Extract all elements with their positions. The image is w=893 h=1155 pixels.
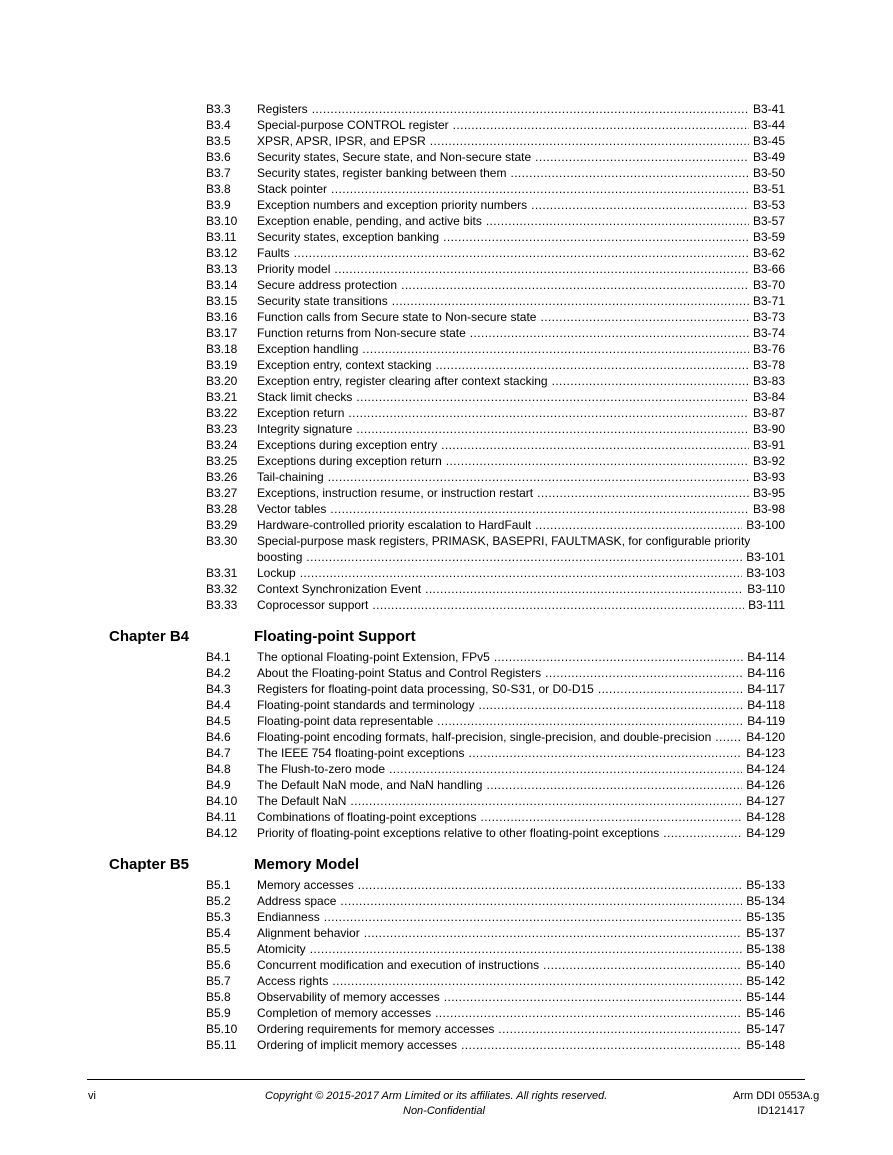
section-number: B3.8 (206, 182, 231, 196)
toc-entry[interactable] (0, 213, 893, 229)
dot-leader (312, 101, 749, 117)
toc-entry[interactable] (0, 133, 893, 149)
dot-leader (510, 165, 749, 181)
section-number: B3.19 (206, 358, 238, 372)
toc-entry[interactable] (0, 293, 893, 309)
toc-entry[interactable] (0, 357, 893, 373)
section-number: B3.4 (206, 118, 231, 132)
page-number: vi (88, 1090, 96, 1102)
dot-leader (535, 149, 749, 165)
page-reference: B5-146 (746, 1006, 785, 1020)
toc-entry[interactable] (0, 517, 893, 533)
chapter-title: Memory Model (254, 856, 360, 873)
toc-entry[interactable] (0, 665, 893, 681)
page-reference: B5-137 (746, 926, 785, 940)
dot-leader (310, 941, 743, 957)
dot-leader (425, 581, 743, 597)
section-title: Ordering requirements for memory accesses (257, 1022, 495, 1036)
toc-entry[interactable] (0, 941, 893, 957)
section-title: Stack limit checks (257, 390, 353, 404)
toc-entry[interactable] (0, 761, 893, 777)
section-title: Exception return (257, 406, 345, 420)
page-reference: B3-91 (752, 438, 785, 452)
dot-leader (480, 809, 742, 825)
page-reference: B4-127 (746, 794, 785, 808)
chapter-title: Floating-point Support (254, 628, 416, 645)
dot-leader (356, 421, 749, 437)
page-reference: B5-135 (746, 910, 785, 924)
dot-leader (294, 245, 749, 261)
page-reference: B5-140 (746, 958, 785, 972)
section-number: B3.26 (206, 470, 238, 484)
section-number: B3.24 (206, 438, 238, 452)
section-number: B4.7 (206, 746, 231, 760)
section-title: Tail-chaining (257, 470, 324, 484)
dot-leader (356, 389, 749, 405)
toc-entry[interactable] (0, 989, 893, 1005)
section-number: B5.2 (206, 894, 231, 908)
page-reference: B4-128 (746, 810, 785, 824)
toc-entry[interactable] (0, 277, 893, 293)
section-number: B5.8 (206, 990, 231, 1004)
page-reference: B3-53 (752, 198, 785, 212)
section-title: Integrity signature (257, 422, 353, 436)
section-number: B4.2 (206, 666, 231, 680)
page-reference: B3-49 (752, 150, 785, 164)
section-list-b3-tail (0, 565, 893, 613)
toc-entry[interactable] (0, 729, 893, 745)
toc-entry[interactable] (0, 877, 893, 893)
page-reference: B3-90 (752, 422, 785, 436)
section-number: B4.9 (206, 778, 231, 792)
page-reference: B4-129 (746, 826, 785, 840)
dot-leader (543, 957, 742, 973)
page-reference: B5-144 (746, 990, 785, 1004)
document-id: Arm DDI 0553A.g (733, 1090, 820, 1102)
dot-leader (332, 973, 742, 989)
section-title: Function returns from Non-secure state (257, 326, 466, 340)
toc-entry[interactable] (0, 809, 893, 825)
page-reference: B5-134 (746, 894, 785, 908)
toc-entry[interactable] (0, 745, 893, 761)
section-title: Vector tables (257, 502, 327, 516)
toc-entry[interactable] (0, 697, 893, 713)
toc-entry[interactable] (0, 581, 893, 597)
section-title: Security state transitions (257, 294, 388, 308)
section-number: B3.20 (206, 374, 238, 388)
section-number: B3.29 (206, 518, 238, 532)
chapter-label: Chapter B4 (109, 628, 190, 645)
section-title: Lockup (257, 566, 296, 580)
section-number: B3.28 (206, 502, 238, 516)
section-number: B3.23 (206, 422, 238, 436)
toc-entry[interactable] (0, 681, 893, 697)
toc-entry[interactable] (0, 909, 893, 925)
page-reference: B3-50 (752, 166, 785, 180)
section-title: Exceptions, instruction resume, or instruction restart (257, 486, 534, 500)
section-number: B3.31 (206, 566, 238, 580)
table-of-contents (0, 101, 893, 1053)
page-reference: B3-95 (752, 486, 785, 500)
page-reference: B3-78 (752, 358, 785, 372)
page-reference: B3-83 (752, 374, 785, 388)
section-number: B3.9 (206, 198, 231, 212)
section-title: Registers for floating-point data processing, S0-S31, or D0-D15 (257, 682, 594, 696)
section-title: Address space (257, 894, 337, 908)
section-title: Exception entry, register clearing after context stacking (257, 374, 548, 388)
dot-leader (441, 437, 749, 453)
dot-leader (362, 341, 749, 357)
toc-entry[interactable] (0, 325, 893, 341)
page-reference: B5-133 (746, 878, 785, 892)
page-reference: B4-124 (746, 762, 785, 776)
section-number: B3.32 (206, 582, 238, 596)
section-title: Faults (257, 246, 290, 260)
page-reference: B4-119 (747, 714, 785, 728)
toc-entry[interactable] (0, 925, 893, 941)
dot-leader (334, 261, 749, 277)
page-reference: B4-116 (747, 666, 785, 680)
toc-entry[interactable] (0, 245, 893, 261)
section-title: Alignment behavior (257, 926, 360, 940)
toc-entry[interactable] (0, 165, 893, 181)
page-reference: B3-103 (746, 566, 785, 580)
toc-entry[interactable] (0, 1005, 893, 1021)
section-number: B3.27 (206, 486, 238, 500)
page-reference: B3-59 (752, 230, 785, 244)
chapter-heading-b4[interactable] (0, 617, 893, 649)
toc-entry[interactable] (0, 181, 893, 197)
dot-leader (340, 893, 742, 909)
page-reference: B3-92 (752, 454, 785, 468)
page-reference: B3-74 (752, 326, 785, 340)
section-number: B4.6 (206, 730, 231, 744)
section-number: B4.12 (206, 826, 238, 840)
page-reference: B3-66 (752, 262, 785, 276)
dot-leader (324, 909, 743, 925)
page-reference: B4-118 (747, 698, 785, 712)
dot-leader (392, 293, 749, 309)
page-reference: B3-98 (752, 502, 785, 516)
page-reference: B3-110 (747, 582, 785, 596)
toc-entry[interactable] (0, 1021, 893, 1037)
section-list-b5 (0, 877, 893, 1053)
section-title: Exception handling (257, 342, 359, 356)
dot-leader (358, 877, 743, 893)
issue-id: ID121417 (757, 1105, 805, 1117)
section-number: B5.11 (206, 1038, 237, 1052)
toc-entry[interactable] (0, 597, 893, 613)
dot-leader (715, 729, 742, 745)
page-reference: B3-111 (748, 598, 785, 612)
section-title: Exception entry, context stacking (257, 358, 432, 372)
section-number: B5.4 (206, 926, 231, 940)
dot-leader (531, 197, 749, 213)
section-number: B4.4 (206, 698, 231, 712)
dot-leader (453, 117, 749, 133)
dot-leader (401, 277, 749, 293)
copyright-notice: Copyright © 2015-2017 Arm Limited or its affiliates. All rights reserved. (265, 1090, 608, 1102)
page-reference: B3-93 (752, 470, 785, 484)
dot-leader (537, 485, 749, 501)
page-reference: B4-117 (747, 682, 785, 696)
toc-entry[interactable] (0, 421, 893, 437)
dot-leader (598, 681, 743, 697)
page-reference: B3-101 (746, 550, 785, 564)
section-title: Floating-point standards and terminology (257, 698, 475, 712)
page-reference: B4-120 (746, 730, 785, 744)
section-number: B4.3 (206, 682, 231, 696)
section-number: B3.5 (206, 134, 231, 148)
toc-entry[interactable] (0, 117, 893, 133)
toc-entry[interactable] (0, 825, 893, 841)
toc-entry[interactable] (0, 261, 893, 277)
page-reference: B5-142 (746, 974, 785, 988)
section-title: Stack pointer (257, 182, 328, 196)
page-reference: B3-76 (752, 342, 785, 356)
section-title: Floating-point encoding formats, half-precision, single-precision, and double-precision (257, 730, 712, 744)
page-reference: B3-73 (752, 310, 785, 324)
section-number: B3.10 (206, 214, 238, 228)
section-number: B5.9 (206, 1006, 231, 1020)
section-title: The Default NaN (257, 794, 347, 808)
section-list-b3 (0, 101, 893, 533)
section-number: B3.3 (206, 102, 231, 116)
dot-leader (470, 325, 749, 341)
dot-leader (372, 597, 744, 613)
section-title-line1: Special-purpose mask registers, PRIMASK, BASEPRI, FAULTMASK, for configurable priority (257, 534, 751, 548)
section-number: B3.11 (206, 230, 237, 244)
dot-leader (535, 517, 742, 533)
section-number: B3.25 (206, 454, 238, 468)
section-title: Atomicity (257, 942, 306, 956)
section-number: B3.30 (206, 534, 238, 548)
dot-leader (331, 181, 749, 197)
dot-leader (468, 745, 742, 761)
section-list-b4 (0, 649, 893, 841)
section-number: B3.22 (206, 406, 238, 420)
section-number: B5.6 (206, 958, 231, 972)
dot-leader (348, 405, 749, 421)
page-reference: B3-84 (752, 390, 785, 404)
section-title: The optional Floating-point Extension, FPv5 (257, 650, 490, 664)
section-title: Concurrent modification and execution of instructions (257, 958, 540, 972)
dot-leader (437, 713, 743, 729)
section-title: Context Synchronization Event (257, 582, 422, 596)
page-reference: B3-45 (752, 134, 785, 148)
toc-entry[interactable] (0, 1037, 893, 1053)
section-number: B3.13 (206, 262, 238, 276)
section-number: B4.11 (206, 810, 237, 824)
toc-entry[interactable] (0, 309, 893, 325)
page-reference: B3-44 (752, 118, 785, 132)
page-reference: B3-41 (752, 102, 785, 116)
section-title: XPSR, APSR, IPSR, and EPSR (257, 134, 426, 148)
dot-leader (328, 469, 749, 485)
section-number: B3.33 (206, 598, 238, 612)
page-reference: B3-51 (752, 182, 785, 196)
dot-leader (486, 777, 742, 793)
confidentiality-label: Non-Confidential (403, 1105, 485, 1117)
toc-entry[interactable] (0, 565, 893, 581)
dot-leader (545, 665, 743, 681)
toc-entry[interactable] (0, 777, 893, 793)
section-title: Priority model (257, 262, 331, 276)
section-number: B5.10 (206, 1022, 238, 1036)
section-title-line2: boosting (257, 550, 303, 564)
toc-entry[interactable] (0, 437, 893, 453)
section-number: B4.8 (206, 762, 231, 776)
chapter-label: Chapter B5 (109, 856, 190, 873)
toc-entry[interactable] (0, 149, 893, 165)
section-title: Observability of memory accesses (257, 990, 440, 1004)
section-number: B3.12 (206, 246, 238, 260)
page-reference: B3-62 (752, 246, 785, 260)
toc-entry[interactable] (0, 469, 893, 485)
dot-leader (444, 989, 743, 1005)
page-reference: B4-126 (746, 778, 785, 792)
section-number: B4.1 (206, 650, 231, 664)
section-title: The IEEE 754 floating-point exceptions (257, 746, 465, 760)
dot-leader (540, 309, 749, 325)
section-title: Exception enable, pending, and active bits (257, 214, 482, 228)
toc-entry[interactable] (0, 373, 893, 389)
toc-entry[interactable] (0, 713, 893, 729)
page-reference: B4-114 (747, 650, 785, 664)
section-title: Memory accesses (257, 878, 354, 892)
section-title: Security states, exception banking (257, 230, 440, 244)
chapter-heading-b5[interactable] (0, 845, 893, 877)
section-title: Hardware-controlled priority escalation to HardFault (257, 518, 532, 532)
section-number: B3.21 (206, 390, 238, 404)
section-title: Ordering of implicit memory accesses (257, 1038, 458, 1052)
dot-leader (461, 1037, 742, 1053)
page-reference: B3-87 (752, 406, 785, 420)
section-title: The Flush-to-zero mode (257, 762, 386, 776)
toc-entry[interactable] (0, 229, 893, 245)
section-number: B3.15 (206, 294, 238, 308)
toc-entry[interactable] (0, 957, 893, 973)
toc-entry[interactable] (0, 405, 893, 421)
section-number: B5.5 (206, 942, 231, 956)
section-number: B3.6 (206, 150, 231, 164)
section-title: About the Floating-point Status and Control Registers (257, 666, 542, 680)
section-title: Priority of floating-point exceptions relative to other floating-point exceptions (257, 826, 660, 840)
toc-entry[interactable] (0, 893, 893, 909)
section-number: B3.7 (206, 166, 231, 180)
toc-entry[interactable] (0, 793, 893, 809)
section-number: B5.7 (206, 974, 231, 988)
page-reference: B4-123 (746, 746, 785, 760)
dot-leader (435, 1005, 742, 1021)
dot-leader (552, 373, 749, 389)
section-title: Combinations of floating-point exceptions (257, 810, 477, 824)
toc-entry[interactable] (0, 341, 893, 357)
section-title: Function calls from Secure state to Non-secure state (257, 310, 537, 324)
section-title: Coprocessor support (257, 598, 369, 612)
section-number: B3.14 (206, 278, 238, 292)
toc-entry[interactable] (0, 501, 893, 517)
toc-entry[interactable] (0, 453, 893, 469)
dot-leader (446, 453, 749, 469)
section-title: Exceptions during exception return (257, 454, 442, 468)
section-title: Exception numbers and exception priority numbers (257, 198, 528, 212)
dot-leader (663, 825, 742, 841)
footer-divider (87, 1079, 805, 1080)
section-number: B5.1 (206, 878, 231, 892)
page-reference: B5-138 (746, 942, 785, 956)
dot-leader (498, 1021, 742, 1037)
dot-leader (300, 565, 743, 581)
section-number: B3.16 (206, 310, 238, 324)
section-title: Endianness (257, 910, 320, 924)
toc-entry[interactable] (0, 973, 893, 989)
section-title: Access rights (257, 974, 329, 988)
dot-leader (306, 549, 742, 565)
dot-leader (430, 133, 749, 149)
page-reference: B5-148 (746, 1038, 785, 1052)
dot-leader (478, 697, 743, 713)
section-title: Floating-point data representable (257, 714, 434, 728)
toc-entry[interactable] (0, 389, 893, 405)
section-title: Secure address protection (257, 278, 398, 292)
dot-leader (436, 357, 749, 373)
page-reference: B3-100 (746, 518, 785, 532)
section-title: Registers (257, 102, 308, 116)
page-reference: B3-70 (752, 278, 785, 292)
section-title: Security states, Secure state, and Non-secure state (257, 150, 532, 164)
toc-entry[interactable] (0, 649, 893, 665)
page-reference: B5-147 (746, 1022, 785, 1036)
toc-entry[interactable] (0, 485, 893, 501)
dot-leader (494, 649, 743, 665)
page-reference: B3-57 (752, 214, 785, 228)
dot-leader (330, 501, 749, 517)
dot-leader (350, 793, 742, 809)
section-title: Security states, register banking between them (257, 166, 507, 180)
section-number: B4.10 (206, 794, 238, 808)
toc-entry[interactable] (0, 101, 893, 117)
section-number: B4.5 (206, 714, 231, 728)
section-title: Exceptions during exception entry (257, 438, 438, 452)
section-title: The Default NaN mode, and NaN handling (257, 778, 483, 792)
section-number: B5.3 (206, 910, 231, 924)
section-title: Special-purpose CONTROL register (257, 118, 449, 132)
toc-entry[interactable] (0, 197, 893, 213)
section-number: B3.18 (206, 342, 238, 356)
dot-leader (443, 229, 749, 245)
dot-leader (364, 925, 743, 941)
dot-leader (486, 213, 749, 229)
section-title: Completion of memory accesses (257, 1006, 432, 1020)
section-number: B3.17 (206, 326, 238, 340)
page-reference: B3-71 (752, 294, 785, 308)
toc-entry-b3-30[interactable] (0, 533, 893, 565)
dot-leader (389, 761, 742, 777)
